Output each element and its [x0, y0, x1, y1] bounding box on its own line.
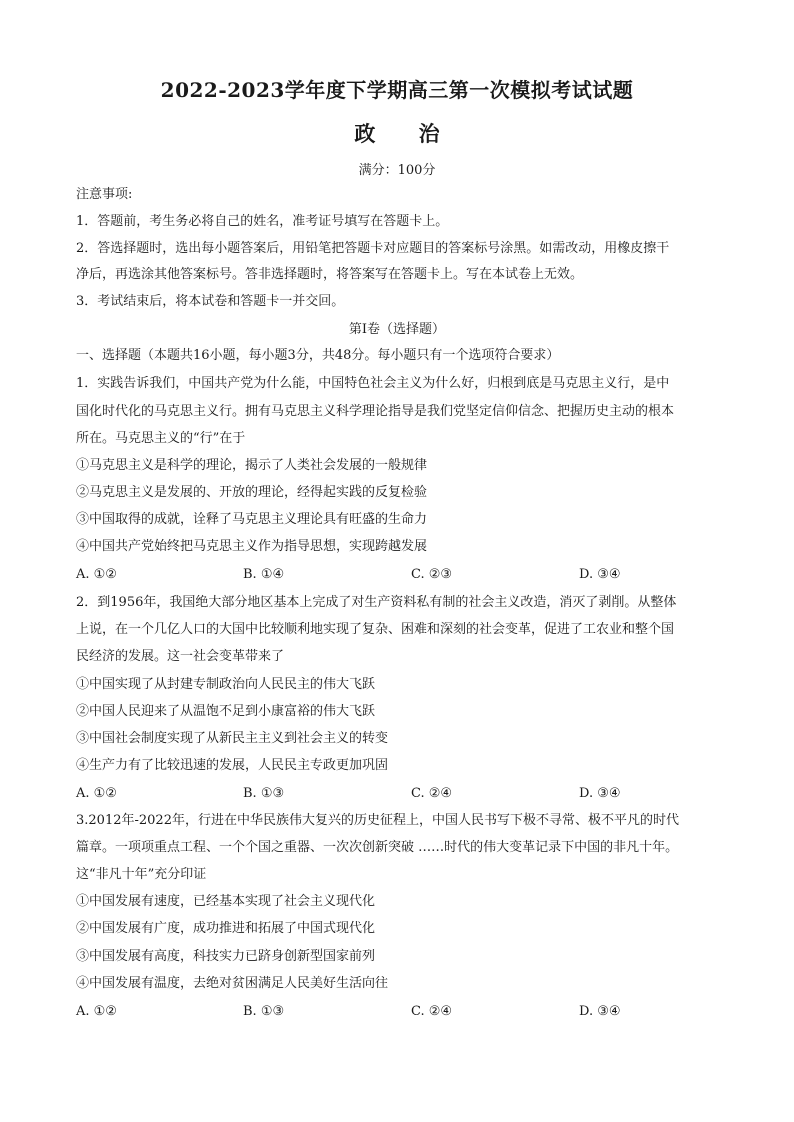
question-2-item: ①中国实现了从封建专制政治向人民民主的伟大飞跃 [76, 677, 376, 692]
question-2-text: 民经济的发展。这一社会变革带来了 [76, 649, 285, 664]
question-3-item: ①中国发展有速度，已经基本实现了社会主义现代化 [76, 894, 376, 909]
question-1-item: ③中国取得的成就，诠释了马克思主义理论具有旺盛的生命力 [76, 512, 428, 527]
question-3-options [76, 1003, 726, 1021]
question-2-text: 2．到1956年，我国绝大部分地区基本上完成了对生产资料私有制的社会主义改造，消灭了剥削。从整体 [76, 595, 677, 610]
question-3-item: ③中国发展有高度，科技实力已跻身创新型国家前列 [76, 949, 376, 964]
question-2-item: ③中国社会制度实现了从新民主主义到社会主义的转变 [76, 731, 389, 746]
question-3-text: 篇章。一项项重点工程、一个个国之重器、一次次创新突破 ……时代的伟大变革记录下中国的非凡十年。 [76, 840, 679, 855]
question-2-item: ②中国人民迎来了从温饱不足到小康富裕的伟大飞跃 [76, 704, 376, 719]
option-d: D. ③④ [579, 1004, 621, 1019]
question-2-text: 上说，在一个几亿人口的大国中比较顺利地实现了复杂、困难和深刻的社会变革，促进了工农业和整个国 [76, 622, 675, 637]
option-b: B. ①④ [243, 567, 285, 582]
question-1-text: 1．实践告诉我们，中国共产党为什么能，中国特色社会主义为什么好，归根到底是马克思主义行，是中 [76, 376, 670, 391]
section-heading: 一、选择题（本题共16小题，每小题3分，共48分。每小题只有一个选项符合要求） [76, 348, 560, 363]
option-b: B. ①③ [243, 1004, 285, 1019]
question-3-text: 这“非凡十年”充分印证 [76, 867, 207, 882]
option-a: A. ①② [76, 786, 117, 801]
question-2-options [76, 785, 726, 803]
subject-title: 政 治 [354, 121, 458, 146]
option-a: A. ①② [76, 567, 117, 582]
notice-item: 2．答选择题时，选出每小题答案后，用铅笔把答题卡对应题目的答案标号涂黑。如需改动，用橡皮擦干 [76, 241, 670, 256]
option-c: C. ②④ [411, 786, 453, 801]
question-2-item: ④生产力有了比较迅速的发展，人民民主专政更加巩固 [76, 758, 389, 773]
question-1-item: ①马克思主义是科学的理论，揭示了人类社会发展的一般规律 [76, 458, 428, 473]
question-1-item: ②马克思主义是发展的、开放的理论，经得起实践的反复检验 [76, 485, 428, 500]
volume-heading: 第Ⅰ卷（选择题） [348, 322, 446, 337]
exam-title: 2022-2023学年度下学期高三第一次模拟考试试题 [160, 78, 634, 102]
notice-item: 净后，再选涂其他答案标号。答非选择题时，将答案写在答题卡上。写在本试卷上无效。 [76, 267, 584, 282]
question-1-text: 所在。马克思主义的“行”在于 [76, 431, 246, 446]
question-3-item: ②中国发展有广度，成功推进和拓展了中国式现代化 [76, 921, 376, 936]
option-c: C. ②③ [411, 567, 453, 582]
question-1-text: 国化时代化的马克思主义行。拥有马克思主义科学理论指导是我们党坚定信仰信念、把握历史主动的根本 [76, 404, 675, 419]
question-1-options [76, 566, 726, 584]
option-a: A. ①② [76, 1004, 117, 1019]
notice-item: 1．答题前，考生务必将自己的姓名，准考证号填写在答题卡上。 [76, 214, 449, 229]
notice-heading: 注意事项: [76, 187, 133, 202]
notice-item: 3．考试结束后，将本试卷和答题卡一并交回。 [76, 294, 345, 309]
option-d: D. ③④ [579, 786, 621, 801]
question-1-item: ④中国共产党始终把马克思主义作为指导思想，实现跨越发展 [76, 539, 428, 554]
question-3-item: ④中国发展有温度，去绝对贫困满足人民美好生活向往 [76, 976, 389, 991]
question-3-text: 3.2012年-2022年，行进在中华民族伟大复兴的历史征程上，中国人民书写下极不寻常、极不平凡的时代 [76, 813, 679, 828]
option-b: B. ①③ [243, 786, 285, 801]
option-d: D. ③④ [579, 567, 621, 582]
full-score: 满分：100分 [358, 163, 436, 178]
option-c: C. ②④ [411, 1004, 453, 1019]
